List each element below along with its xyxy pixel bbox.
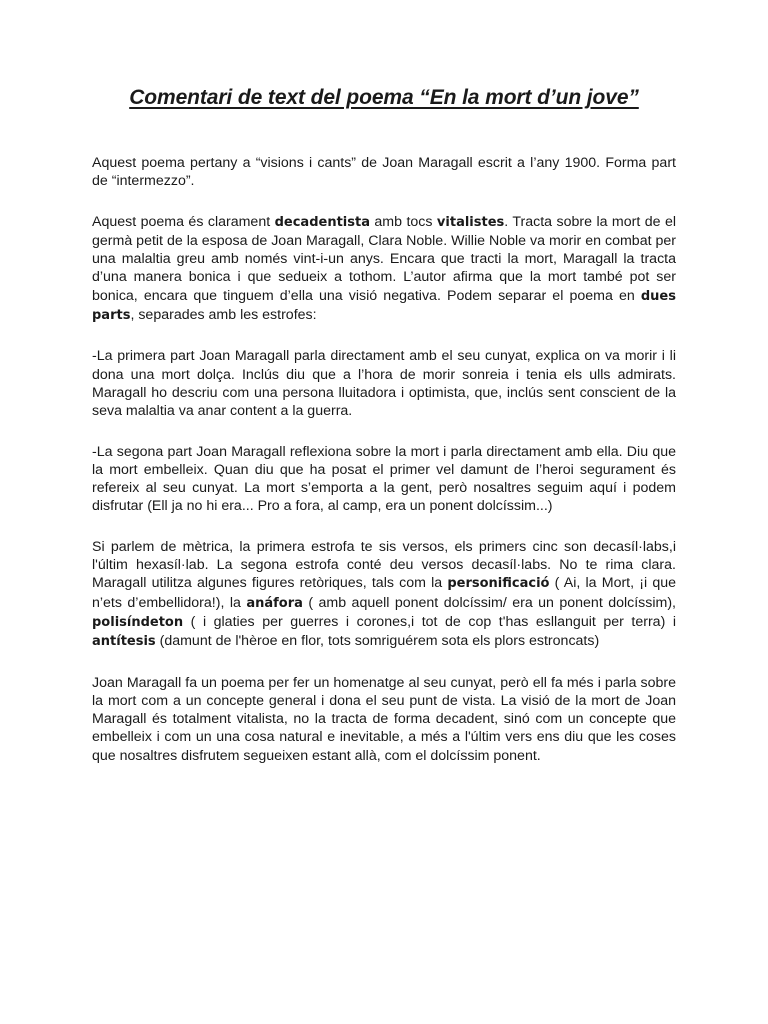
text-run: amb tocs: [369, 213, 437, 230]
text-run: ( i glaties per guerres i corones,i tot de cop t'has esllanguit per terra) i: [183, 613, 676, 630]
bold-term: decadentista: [274, 214, 370, 230]
document-body: [92, 154, 676, 787]
paragraph: [92, 443, 676, 516]
bold-term: polisíndeton: [92, 614, 184, 630]
text-run: -La primera part Joan Maragall parla directament amb el seu cunyat, explica on va morir i li dona una mort dolça. Inclús diu que a l’hora de morir sonreia i tenia els ulls admirats. Maragall ho descriu com una persona lluitadora i optimista, que, inclús sent conscient de la seva malaltia va anar content a la guerra.: [92, 348, 676, 420]
document-title: Comentari de text del poema “En la mort d’un jove”: [129, 86, 639, 109]
text-run: , separades amb les estrofes:: [130, 307, 317, 324]
paragraph: [92, 538, 676, 652]
text-run: . Tracta sobre la mort de el germà petit de la esposa de Joan Maragall, Clara Noble. Willie Noble va morir en combat per una malaltia greu amb només vint-i-un anys. Encara que tracti la mort, Maragall la tracta d’una manera bonica i que sedueix a tothom. L’autor afirma que la mort també pot ser bonica, encara que tinguem d’ella una visió negativa. Podem separar el poema en: [92, 213, 677, 304]
text-run: (damunt de l'hèroe en flor, tots somriguérem sota els plors estroncats): [155, 633, 600, 650]
paragraph: [92, 347, 676, 420]
document-page: [92, 0, 676, 1024]
bold-term: anáfora: [246, 595, 303, 611]
bold-term: personificació: [447, 576, 550, 592]
paragraph: [92, 674, 676, 765]
paragraph: [92, 154, 676, 191]
text-run: ( amb aquell ponent dolcíssim/ era un ponent dolcíssim),: [302, 594, 676, 611]
paragraph: [92, 213, 676, 326]
text-run: Aquest poema pertany a “visions i cants” de Joan Maragall escrit a l’any 1900. Forma part de “intermezzo”.: [92, 155, 676, 190]
text-run: Aquest poema és clarament: [92, 213, 275, 230]
text-run: ( Ai, la Mort, ¡i que n’ets d’embellidora!), la: [92, 575, 676, 611]
text-run: Joan Maragall fa un poema per fer un homenatge al seu cunyat, però ell fa més i parla sobre la mort com a un concepte general i dona el seu punt de vista. La visió de la mort de Joan Maragall és totalment vitalista, no la tracta de forma decadent, sinó com un concepte que embelleix i com un una cosa natural e inevitable, a més a l'últim vers ens diu que les coses que nosaltres disfrutem segueixen estant allà, com el dolcíssim ponent.: [92, 674, 676, 764]
bold-term: dues parts: [92, 288, 676, 324]
bold-term: vitalistes: [436, 214, 505, 230]
bold-term: antítesis: [92, 634, 156, 650]
text-run: Si parlem de mètrica, la primera estrofa te sis versos, els primers cinc son decasíl·labs,i l'últim hexasíl·lab. La segona estrofa conté deu versos decasíl·labs. No te rima clara. Maragall utilitza algunes figures retòriques, tals com la: [92, 538, 676, 592]
text-run: -La segona part Joan Maragall reflexiona sobre la mort i parla directament amb ella. Diu que la mort embelleix. Quan diu que ha posat el primer vel damunt de l’heroi segurament és refereix al seu cunyat. La mort s’emporta a la gent, però nosaltres seguim aquí i podem disfrutar (Ell ja no hi era... Pro a fora, al camp, era un ponent dolcíssim...): [92, 443, 676, 515]
